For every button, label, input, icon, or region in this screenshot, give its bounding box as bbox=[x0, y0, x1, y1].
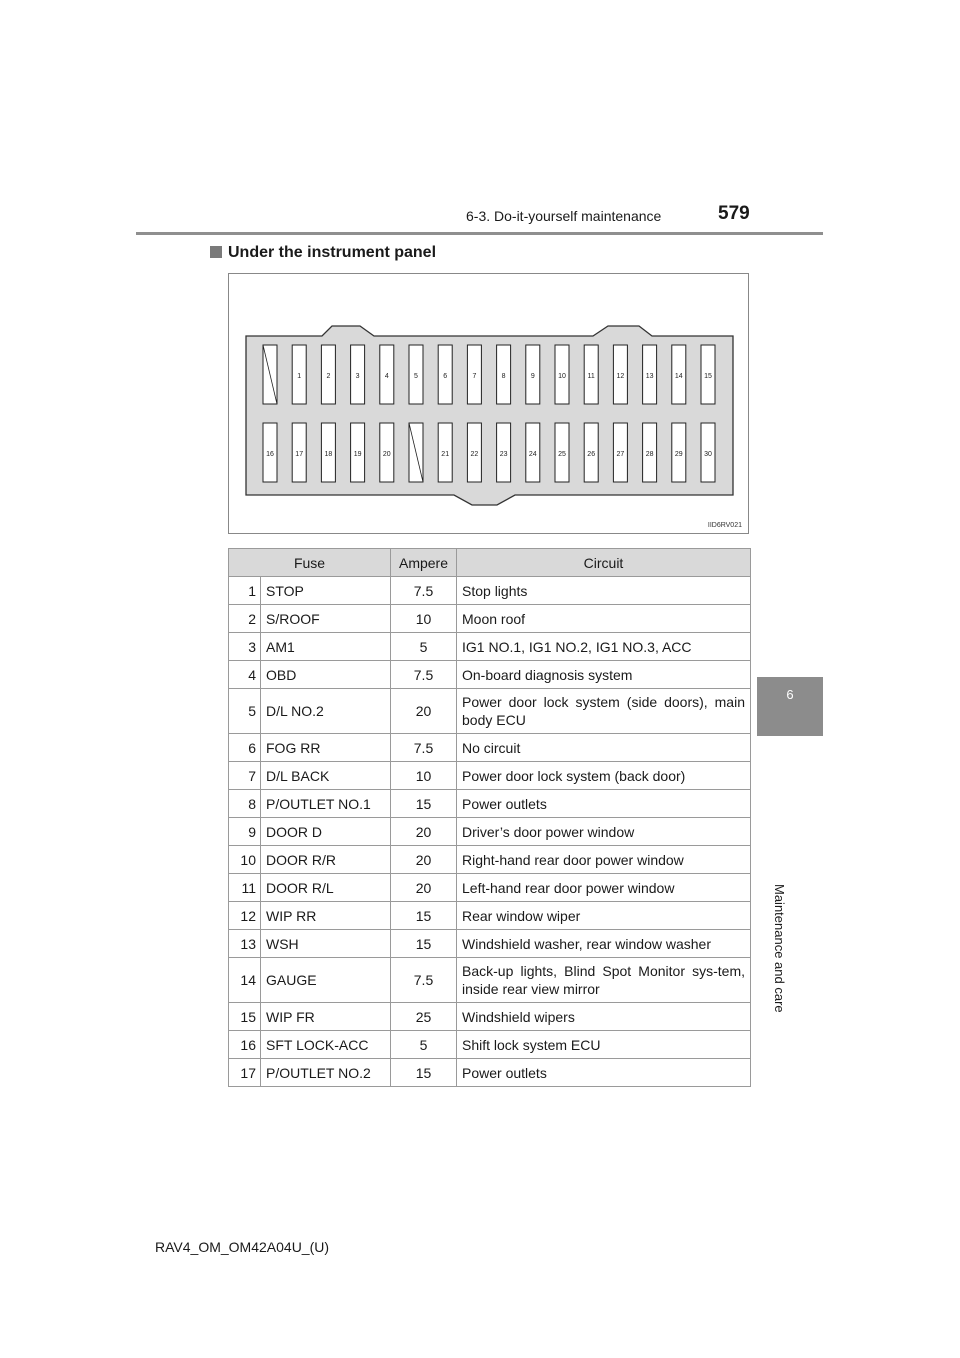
fuse-slot-label: 13 bbox=[645, 373, 654, 380]
table-row bbox=[229, 846, 751, 874]
fuse-number: 16 bbox=[229, 1031, 261, 1059]
table-row bbox=[229, 577, 751, 605]
section-heading bbox=[210, 244, 436, 262]
fuse-circuit: Windshield washer, rear window washer bbox=[457, 930, 751, 958]
fuse-ampere: 10 bbox=[391, 762, 457, 790]
table-row bbox=[229, 689, 751, 734]
fuse-ampere: 7.5 bbox=[391, 661, 457, 689]
table-row bbox=[229, 818, 751, 846]
fuse-slot-label: 24 bbox=[528, 451, 537, 458]
fuse-slot-label: 14 bbox=[674, 373, 683, 380]
diagram-code: IID6RV021 bbox=[707, 522, 742, 529]
fuse-slot-label: 4 bbox=[384, 373, 389, 380]
fuse-circuit: Stop lights bbox=[457, 577, 751, 605]
table-row bbox=[229, 605, 751, 633]
fuse-slot-label: 28 bbox=[645, 451, 654, 458]
fuse-slot-label: 26 bbox=[587, 451, 596, 458]
col-header-fuse: Fuse bbox=[229, 549, 391, 577]
fuse-number: 3 bbox=[229, 633, 261, 661]
fuse-circuit: Left-hand rear door power window bbox=[457, 874, 751, 902]
fuse-ampere: 15 bbox=[391, 902, 457, 930]
fuse-slot-label: 17 bbox=[295, 451, 304, 458]
fuse-name: DOOR D bbox=[261, 818, 391, 846]
fuse-slot-label: 15 bbox=[704, 373, 712, 380]
fuse-circuit: Shift lock system ECU bbox=[457, 1031, 751, 1059]
fuse-circuit: Driver’s door power window bbox=[457, 818, 751, 846]
fuse-name: WSH bbox=[261, 930, 391, 958]
fuse-name: WIP RR bbox=[261, 902, 391, 930]
table-row bbox=[229, 1031, 751, 1059]
chapter-tab bbox=[757, 677, 823, 736]
fuse-number: 14 bbox=[229, 958, 261, 1003]
table-row bbox=[229, 734, 751, 762]
fuse-ampere: 7.5 bbox=[391, 734, 457, 762]
fuse-slot-label: 7 bbox=[472, 373, 477, 380]
table-row bbox=[229, 930, 751, 958]
fuse-slot-label: 9 bbox=[530, 373, 535, 380]
fuse-slot-label: 10 bbox=[558, 373, 566, 380]
fuse-ampere: 20 bbox=[391, 846, 457, 874]
fuse-ampere: 15 bbox=[391, 1059, 457, 1087]
fuse-number: 12 bbox=[229, 902, 261, 930]
fuse-ampere: 15 bbox=[391, 790, 457, 818]
chapter-number: 6 bbox=[786, 687, 794, 702]
fuse-number: 1 bbox=[229, 577, 261, 605]
fuse-number: 8 bbox=[229, 790, 261, 818]
fuse-slot-label: 12 bbox=[616, 373, 625, 380]
fuse-ampere: 7.5 bbox=[391, 577, 457, 605]
fuse-slot-label: 8 bbox=[501, 373, 506, 380]
fuse-ampere: 5 bbox=[391, 1031, 457, 1059]
fuse-circuit: Power outlets bbox=[457, 1059, 751, 1087]
fuse-slot-label: 16 bbox=[266, 451, 274, 458]
fuse-slot-label: 22 bbox=[470, 451, 479, 458]
fuse-ampere: 5 bbox=[391, 633, 457, 661]
fuse-number: 9 bbox=[229, 818, 261, 846]
fuse-ampere: 20 bbox=[391, 689, 457, 734]
fuse-circuit: Right-hand rear door power window bbox=[457, 846, 751, 874]
col-header-circuit: Circuit bbox=[457, 549, 751, 577]
fuse-ampere: 20 bbox=[391, 874, 457, 902]
fuse-name: AM1 bbox=[261, 633, 391, 661]
fuse-number: 5 bbox=[229, 689, 261, 734]
fuse-number: 13 bbox=[229, 930, 261, 958]
fuse-number: 15 bbox=[229, 1003, 261, 1031]
fuse-name: WIP FR bbox=[261, 1003, 391, 1031]
fuse-slot-label: 30 bbox=[704, 451, 712, 458]
fuse-ampere: 7.5 bbox=[391, 958, 457, 1003]
fuse-circuit: Power door lock system (side doors), main body ECU bbox=[457, 689, 751, 734]
table-row bbox=[229, 958, 751, 1003]
fuse-ampere: 10 bbox=[391, 605, 457, 633]
table-row bbox=[229, 1059, 751, 1087]
fuse-number: 7 bbox=[229, 762, 261, 790]
fuse-circuit: Power outlets bbox=[457, 790, 751, 818]
fuse-slot-label: 3 bbox=[355, 373, 360, 380]
col-header-ampere: Ampere bbox=[391, 549, 457, 577]
table-row bbox=[229, 762, 751, 790]
table-row bbox=[229, 874, 751, 902]
fuse-name: D/L BACK bbox=[261, 762, 391, 790]
fuse-number: 4 bbox=[229, 661, 261, 689]
fuse-slot-label: 19 bbox=[353, 451, 362, 458]
fuse-slot-label: 21 bbox=[441, 451, 450, 458]
fuse-name: FOG RR bbox=[261, 734, 391, 762]
fuse-slot-label: 23 bbox=[499, 451, 508, 458]
fuse-number: 11 bbox=[229, 874, 261, 902]
fuse-box-svg bbox=[229, 274, 750, 535]
fuse-name: GAUGE bbox=[261, 958, 391, 1003]
fuse-name: OBD bbox=[261, 661, 391, 689]
fuse-ampere: 20 bbox=[391, 818, 457, 846]
fuse-name: STOP bbox=[261, 577, 391, 605]
fuse-slot-label: 6 bbox=[443, 373, 448, 380]
table-row bbox=[229, 661, 751, 689]
fuse-name: DOOR R/R bbox=[261, 846, 391, 874]
fuse-slot-label: 18 bbox=[324, 451, 333, 458]
header-section-title: 6-3. Do-it-yourself maintenance bbox=[466, 208, 662, 224]
fuse-slot-label: 11 bbox=[587, 373, 595, 380]
fuse-name: P/OUTLET NO.2 bbox=[261, 1059, 391, 1087]
fuse-slot-label: 5 bbox=[414, 373, 418, 380]
fuse-circuit: Power door lock system (back door) bbox=[457, 762, 751, 790]
fuse-ampere: 25 bbox=[391, 1003, 457, 1031]
table-row bbox=[229, 1003, 751, 1031]
chapter-side-label bbox=[771, 744, 791, 1013]
fuse-name: SFT LOCK-ACC bbox=[261, 1031, 391, 1059]
fuse-number: 2 bbox=[229, 605, 261, 633]
fuse-box-outline bbox=[246, 326, 733, 505]
table-row bbox=[229, 902, 751, 930]
fuse-circuit: On-board diagnosis system bbox=[457, 661, 751, 689]
fuse-number: 6 bbox=[229, 734, 261, 762]
fuse-number: 17 bbox=[229, 1059, 261, 1087]
header-rule bbox=[136, 232, 823, 235]
fuse-circuit: Moon roof bbox=[457, 605, 751, 633]
fuse-circuit: IG1 NO.1, IG1 NO.2, IG1 NO.3, ACC bbox=[457, 633, 751, 661]
table-row bbox=[229, 790, 751, 818]
fuse-slot-label: 25 bbox=[558, 451, 566, 458]
fuse-number: 10 bbox=[229, 846, 261, 874]
fuse-slot-label: 2 bbox=[326, 373, 331, 380]
fuse-name: D/L NO.2 bbox=[261, 689, 391, 734]
fuse-slot-label: 20 bbox=[382, 451, 391, 458]
fuse-slot-label: 29 bbox=[674, 451, 683, 458]
fuse-table bbox=[228, 548, 751, 1087]
fuse-name: DOOR R/L bbox=[261, 874, 391, 902]
table-header-row bbox=[229, 549, 751, 577]
fuse-circuit: Rear window wiper bbox=[457, 902, 751, 930]
fuse-name: P/OUTLET NO.1 bbox=[261, 790, 391, 818]
page-number: 579 bbox=[718, 203, 750, 224]
square-bullet-icon bbox=[210, 246, 222, 258]
footer-doc-code: RAV4_OM_OM42A04U_(U) bbox=[155, 1239, 330, 1255]
section-heading-text: Under the instrument panel bbox=[228, 244, 437, 261]
fuse-slot-label: 27 bbox=[616, 451, 625, 458]
fuse-box-diagram bbox=[228, 273, 749, 534]
chapter-label-text: Maintenance and care bbox=[772, 884, 787, 1013]
fuse-circuit: Back-up lights, Blind Spot Monitor sys-tem, inside rear view mirror bbox=[457, 958, 751, 1003]
fuse-name: S/ROOF bbox=[261, 605, 391, 633]
fuse-circuit: No circuit bbox=[457, 734, 751, 762]
fuse-ampere: 15 bbox=[391, 930, 457, 958]
fuse-circuit: Windshield wipers bbox=[457, 1003, 751, 1031]
table-row bbox=[229, 633, 751, 661]
fuse-slot-label: 1 bbox=[297, 373, 302, 380]
